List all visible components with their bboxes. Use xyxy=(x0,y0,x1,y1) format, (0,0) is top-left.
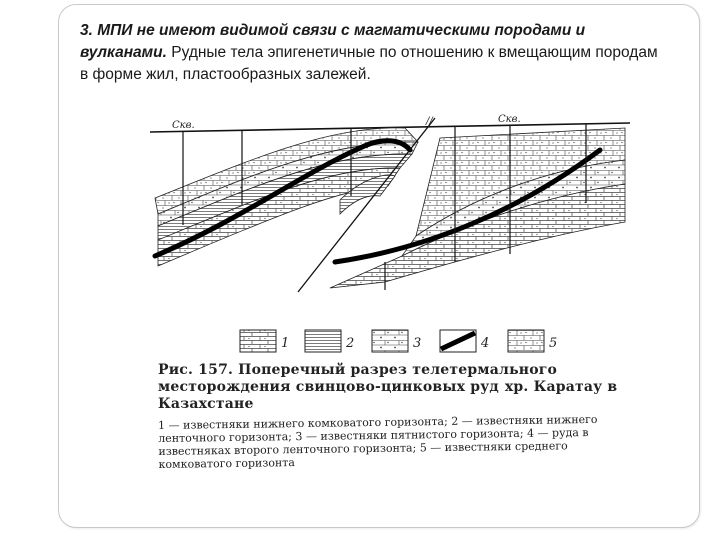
legend-label-4: 4 xyxy=(481,336,490,351)
legend-label-3: 3 xyxy=(413,336,422,351)
legend-swatch-1 xyxy=(240,330,276,352)
left-block-strata xyxy=(155,128,418,266)
legend-label-5: 5 xyxy=(549,336,558,351)
well-label-left: Скв. xyxy=(172,120,195,131)
figure-caption xyxy=(158,362,638,471)
legend-swatch-2 xyxy=(305,330,341,352)
caption-title-block xyxy=(158,362,638,413)
caption-title: Рис. 157. Поперечный разрез телетермального месторождения свинцово-цинковых руд xyxy=(158,362,558,395)
fault-label: // xyxy=(426,116,433,127)
legend-label-2: 2 xyxy=(346,336,355,351)
caption-place: хр. Каратау в Казахстане xyxy=(158,379,618,412)
slide-lead: 3. МПИ не имеют видимой связи с магматическими породами и вулканами. xyxy=(80,22,586,61)
legend-swatch-5 xyxy=(508,330,544,352)
legend xyxy=(240,330,557,352)
legend-label-1: 1 xyxy=(281,336,290,351)
slide-body: Рудные тела эпигенетичные по отношению к вмещающим породам в форме жил, пластообразных залежей. xyxy=(80,44,658,83)
well-label-right: Скв. xyxy=(498,114,521,125)
legend-swatch-3 xyxy=(372,330,408,352)
caption-legend: 1 — известняки нижнего комковатого горизонта; 2 — известняки нижнего ленточного горизонта; 3 — известняки пятнистого горизонта; 4 — руда в известняках второго ленточного горизонта; 5 — известняки среднего комковатого горизонта xyxy=(158,412,598,471)
